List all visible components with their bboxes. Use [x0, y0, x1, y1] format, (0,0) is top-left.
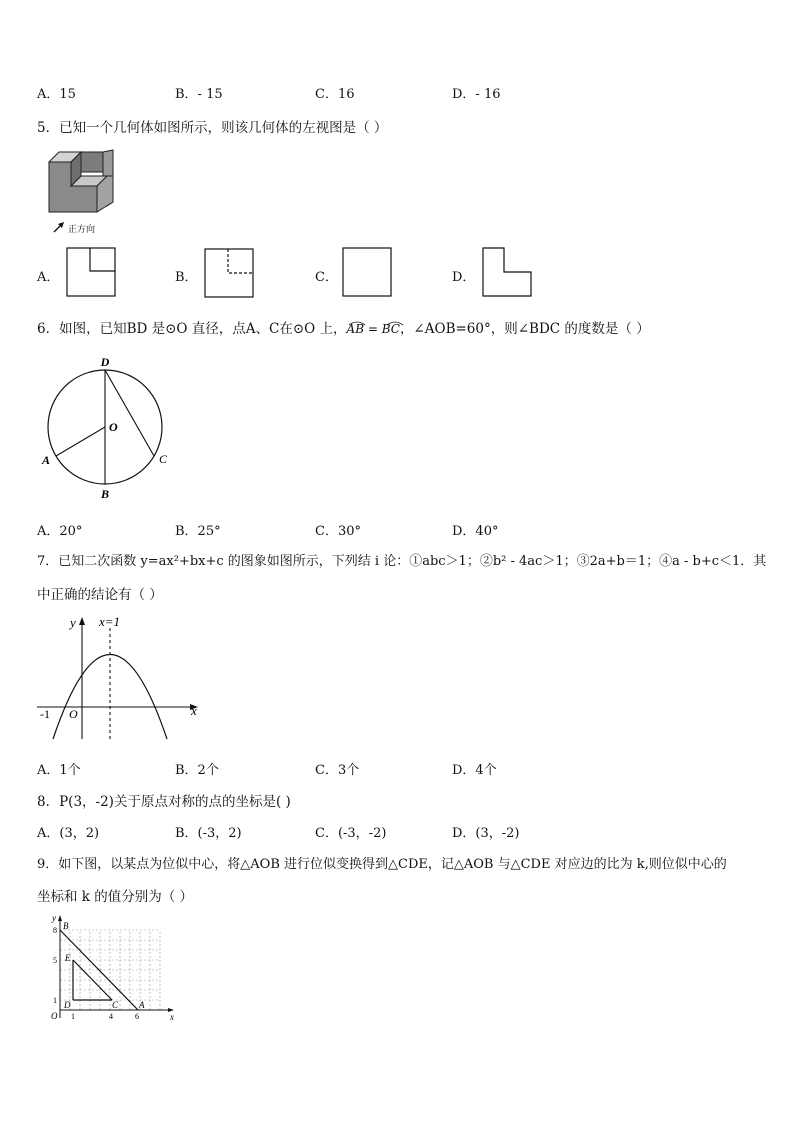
q9-label-c: C: [112, 1000, 119, 1010]
q5-front-direction-label: 正方向: [68, 225, 96, 235]
q6-label-d: D: [100, 355, 110, 369]
q7-option-d: D．4个: [452, 763, 497, 778]
q6-arc-equation: [347, 322, 400, 336]
q8-option-d: D．(3，-2): [452, 826, 520, 841]
q6-label-a: A: [42, 453, 51, 467]
q9-stem-line2: 坐标和 k 的值分别为（ ）: [37, 889, 194, 905]
q8-option-c: C．(-3，-2): [315, 826, 387, 841]
q9-tick-y8: 8: [53, 926, 57, 935]
q6-stem-before: 6．如图，已知BD 是⊙O 直径，点A、C在⊙O 上，: [37, 321, 347, 337]
q9-label-o: O: [51, 1011, 58, 1021]
q7-parabola-graph: [35, 612, 205, 742]
q7-y-axis-label: y: [70, 615, 76, 630]
q5-option-b-figure: [204, 248, 254, 298]
q6-label-b: B: [100, 487, 110, 501]
q9-label-d: D: [64, 1000, 71, 1010]
q6-arc-text: AB = BC: [346, 322, 400, 336]
q9-label-a: A: [139, 1000, 145, 1010]
q4-option-c: C．16: [315, 87, 355, 102]
q5-option-c-figure: [342, 247, 392, 297]
q6-arc-marks: [347, 319, 409, 327]
q4-option-a: A．15: [37, 87, 76, 102]
q7-symmetry-label: x=1: [99, 614, 121, 629]
q7-minus-one-label: -1: [40, 707, 50, 721]
q4-option-d: D．- 16: [452, 87, 501, 102]
q5-option-d-figure: [482, 247, 532, 297]
q7-stem-line1: 7．已知二次函数 y=ax²+bx+c 的图象如图所示，下列结 i 论：①abc＞1；②b² - 4ac＞1；③2a+b＝1；④a - b+c＜1．其: [37, 554, 767, 569]
q6-label-o: O: [109, 420, 118, 434]
q9-label-b: B: [63, 921, 69, 931]
q8-option-b: B．(-3，2): [175, 826, 242, 841]
q7-option-a: A．1个: [37, 763, 81, 778]
q5-option-c-label: C．: [315, 270, 338, 285]
q9-grid-graph: [40, 913, 180, 1023]
q9-x-axis-label: x: [170, 1012, 174, 1022]
q8-option-a: A．(3，2): [37, 826, 100, 841]
q6-circle-figure: [35, 350, 175, 505]
q9-tick-x1: 1: [71, 1012, 75, 1021]
q6-option-b: B．25°: [175, 524, 221, 539]
q7-option-c: C．3个: [315, 763, 360, 778]
q6-label-c: C: [159, 452, 168, 466]
q9-label-e: E: [65, 953, 71, 963]
q5-option-a-figure: [66, 247, 116, 297]
q5-option-b-label: B．: [175, 270, 198, 285]
q9-stem-line1: 9．如下图，以某点为位似中心，将△AOB 进行位似变换得到△CDE，记△AOB 与△CDE 对应边的比为 k,则位似中心的: [37, 857, 727, 872]
q4-option-b: B．- 15: [175, 87, 223, 102]
q7-origin-label: O: [69, 707, 78, 721]
q8-stem: 8．P(3，-2)关于原点对称的点的坐标是( ): [37, 794, 291, 810]
q6-option-a: A．20°: [37, 524, 83, 539]
q7-option-b: B．2个: [175, 763, 219, 778]
q7-stem-line2: 中正确的结论有（ ）: [37, 587, 163, 603]
q6-option-c: C．30°: [315, 524, 361, 539]
q6-option-d: D．40°: [452, 524, 499, 539]
q5-option-d-label: D．: [452, 270, 476, 285]
q9-tick-x6: 6: [135, 1012, 139, 1021]
q5-stem: 5．已知一个几何体如图所示，则该几何体的左视图是（ ）: [37, 120, 388, 136]
q7-x-axis-label: x: [191, 703, 197, 718]
q9-y-axis-label: y: [52, 913, 56, 923]
q6-stem-after: ，∠AOB=60°，则∠BDC 的度数是（ ）: [399, 321, 650, 337]
q9-tick-y1: 1: [53, 996, 57, 1005]
q9-tick-y5: 5: [53, 956, 57, 965]
q6-stem: [37, 317, 650, 337]
q9-tick-x4: 4: [109, 1012, 113, 1021]
q5-option-a-label: A．: [37, 270, 60, 285]
